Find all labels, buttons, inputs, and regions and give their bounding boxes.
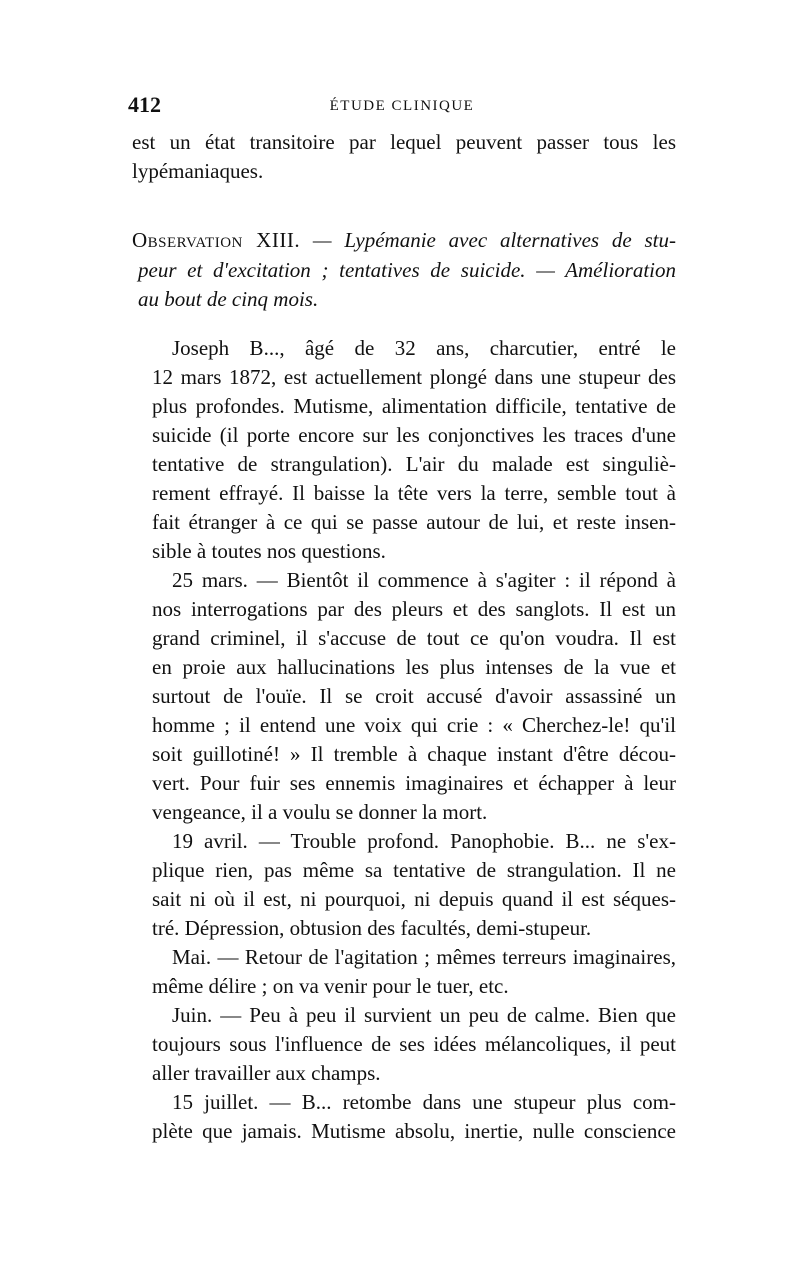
paragraph-juin: [132, 1001, 676, 1088]
observation-heading: [132, 226, 676, 315]
text-line: aller travailler aux champs.: [152, 1061, 381, 1085]
observation-body: [132, 334, 676, 1146]
paragraph-mai: [132, 943, 676, 1001]
running-title: ÉTUDE CLINIQUE: [329, 98, 475, 114]
text-line: Joseph B..., âgé de 32 ans, charcutier, entré le: [172, 336, 676, 360]
text-line: rement effrayé. Il baisse la tête vers la terre, semble tout à: [152, 481, 676, 505]
text-line: vengeance, il a voulu se donner la mort.: [152, 800, 488, 824]
text-line: suicide (il porte encore sur les conjonctives les traces d'une: [152, 423, 676, 447]
text-line: 12 mars 1872, est actuellement plongé dans une stupeur des: [152, 365, 676, 389]
paragraph-15-juillet: [132, 1088, 676, 1146]
text-line: plique rien, pas même sa tentative de strangulation. Il ne: [152, 858, 676, 882]
text-line: fait étranger à ce qui se passe autour de lui, et reste insen-: [152, 510, 676, 534]
text-line: en proie aux hallucinations les plus intenses de la vue et: [152, 655, 676, 679]
text-line: nos interrogations par des pleurs et des sanglots. Il est un: [152, 597, 676, 621]
page-number: 412: [128, 92, 161, 117]
observation-title-line: peur et d'excitation ; tentatives de suicide. — Amélioration: [138, 257, 676, 282]
text-line: 15 juillet. — B... retombe dans une stupeur plus com-: [172, 1090, 676, 1114]
observation-title-line: au bout de cinq mois.: [138, 287, 319, 311]
text-line: homme ; il entend une voix qui crie : « Cherchez-le! qu'il: [152, 713, 676, 737]
text-line: sible à toutes nos questions.: [152, 539, 386, 563]
paragraph-25-mars: [132, 566, 676, 827]
text-line: lypémaniaques.: [132, 159, 264, 183]
text-line: tré. Dépression, obtusion des facultés, demi-stupeur.: [152, 916, 592, 940]
text-line: grand criminel, il s'accuse de tout ce qu'on voudra. Il est: [152, 626, 676, 650]
running-head: [128, 92, 676, 122]
paragraph-admission: [132, 334, 676, 566]
observation-first-line: [132, 226, 676, 256]
text-line: plète que jamais. Mutisme absolu, inertie, nulle conscience: [152, 1119, 676, 1143]
text-line: 25 mars. — Bientôt il commence à s'agiter : il répond à: [172, 568, 676, 592]
text-line: est un état transitoire par lequel peuvent passer tous les: [132, 130, 676, 154]
text-line: Mai. — Retour de l'agitation ; mêmes terreurs imaginaires,: [172, 945, 676, 969]
text-line: vert. Pour fuir ses ennemis imaginaires et échapper à leur: [152, 771, 676, 795]
text-line: plus profondes. Mutisme, alimentation difficile, tentative de: [152, 394, 676, 418]
text-line: même délire ; on va venir pour le tuer, etc.: [152, 974, 509, 998]
text-line: sait ni où il est, ni pourquoi, ni depuis quand il est séques-: [152, 887, 676, 911]
intro-text: [132, 128, 676, 186]
text-line: toujours sous l'influence de ses idées mélancoliques, il peut: [152, 1032, 676, 1056]
paragraph-19-avril: [132, 827, 676, 943]
text-line: Juin. — Peu à peu il survient un peu de calme. Bien que: [172, 1003, 676, 1027]
observation-label: Observation XIII.: [132, 228, 301, 252]
text-line: 19 avril. — Trouble profond. Panophobie. B... ne s'ex-: [172, 829, 676, 853]
text-line: surtout de l'ouïe. Il se croit accusé d'avoir assassiné un: [152, 684, 676, 708]
text-line: soit guillotiné! » Il tremble à chaque instant d'être décou-: [152, 742, 676, 766]
text-line: tentative de strangulation). L'air du malade est singuliè-: [152, 452, 676, 476]
observation-title-line: — Lypémanie avec alternatives de stu-: [312, 228, 677, 252]
